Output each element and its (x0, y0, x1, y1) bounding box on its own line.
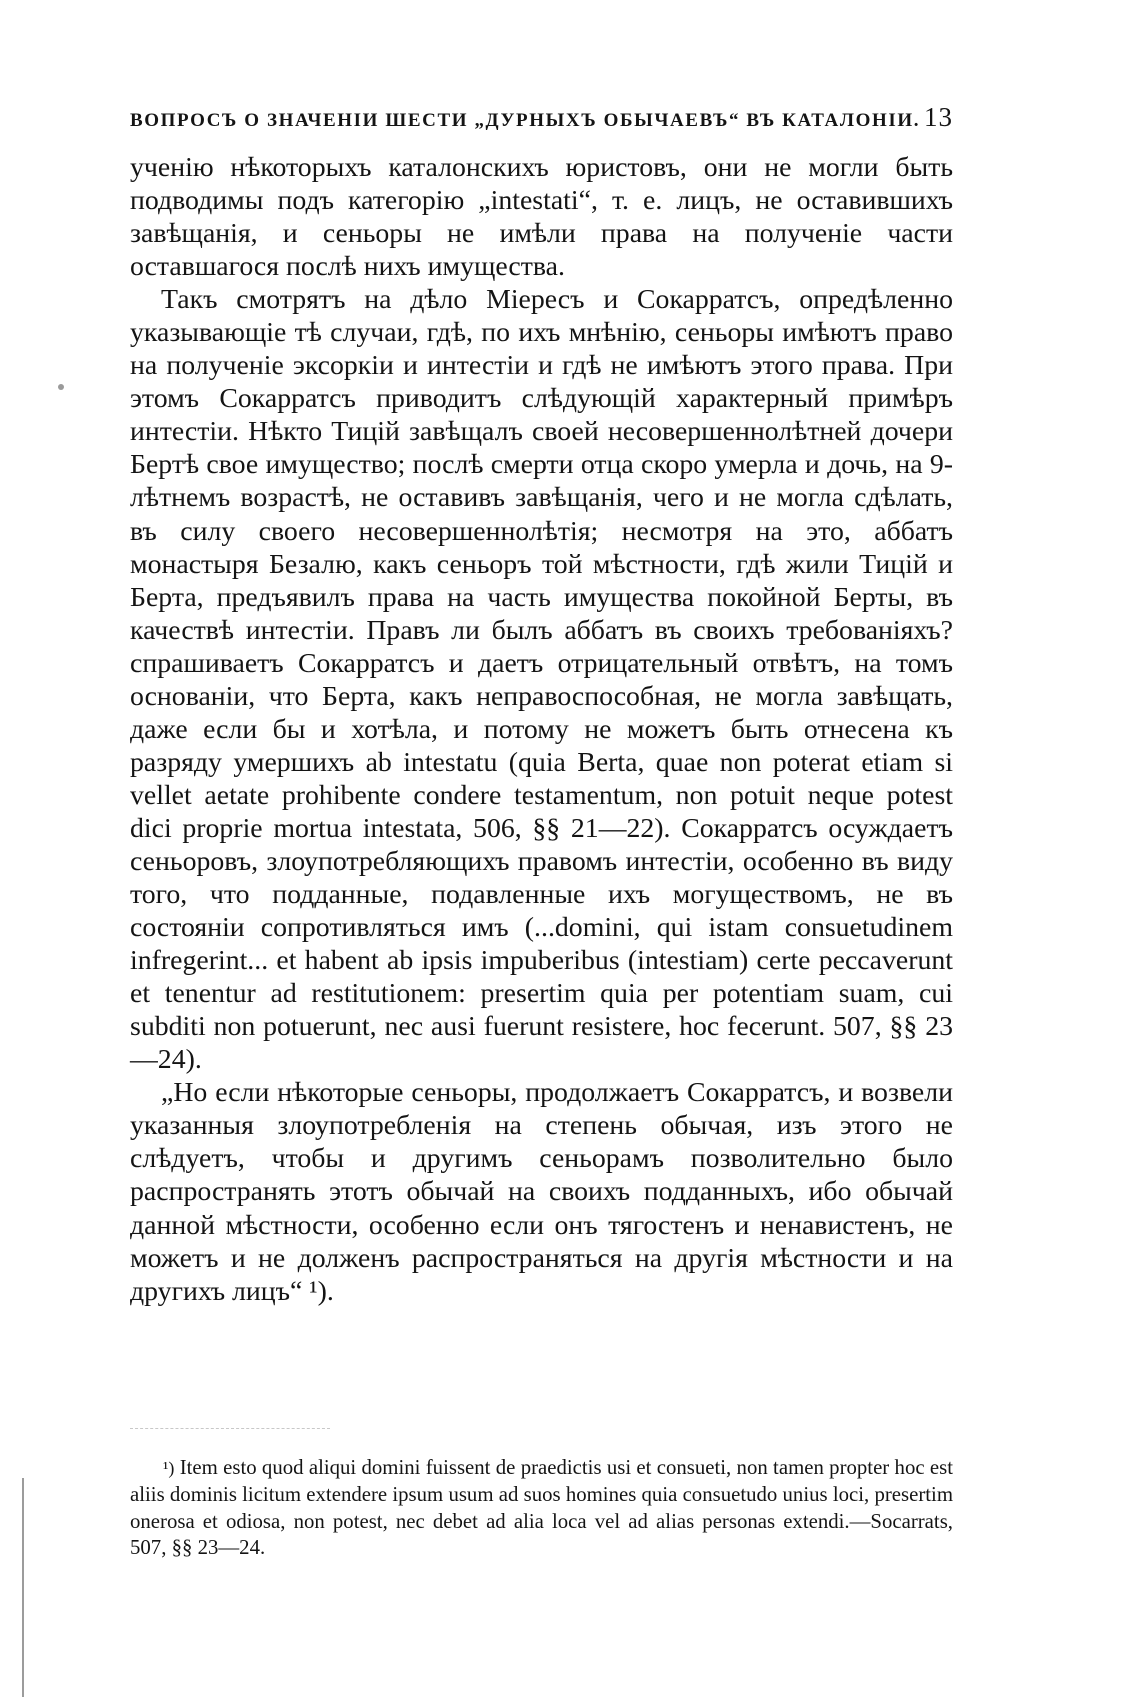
paragraph: Такъ смотрятъ на дѣло Міересъ и Сокарратсъ, опредѣленно указывающіе тѣ случаи, гдѣ, по ихъ мнѣнію, сеньоры имѣютъ право на полученіе эксоркіи и интестіи и гдѣ не имѣютъ этого права. При этомъ Сокарратсъ приводитъ слѣдующій характерный примѣръ интестіи. Нѣкто Тицій завѣщалъ своей несовершеннолѣтней дочери Бертѣ свое имущество; послѣ смерти отца скоро умерла и дочь, на 9-лѣтнемъ возрастѣ, не оставивъ завѣщанія, чего и не могла сдѣлать, въ силу своего несовершеннолѣтія; несмотря на это, аббатъ монастыря Безалю, какъ сеньоръ той мѣстности, гдѣ жили Тицій и Берта, предъявилъ права на часть имущества покойной Берты, въ качествѣ интестіи. Правъ ли былъ аббатъ въ своихъ требованіяхъ? спрашиваетъ Сокарратсъ и даетъ отрицательный отвѣтъ, на томъ основаніи, что Берта, какъ неправоспособная, не могла завѣщать, даже если бы и хотѣла, и потому не можетъ быть отнесена къ разряду умершихъ ab intestatu (quia Berta, quae non poterat etiam si vellet aetate prohibente condere testamentum, non potuit neque potest dici proprie mortua intestata, 506, §§ 21—22). Сокарратсъ осуждаетъ сеньоровъ, злоупотребляющихъ правомъ интестіи, особенно въ виду того, что подданные, подавленные ихъ могуществомъ, не въ состояніи сопротивляться имъ (...domini, qui istam consuetudinem infregerint... et habent ab ipsis impuberibus (intestiam) certe peccaverunt et tenentur ad restitutionem: presertim quia per potentiam suam, cui subditi non potuerunt, nec ausi fuerunt resistere, hoc fecerunt. 507, §§ 23—24). (130, 284, 953, 1076)
footnote-text: Item esto quod aliqui domini fuissent de praedictis usi et consueti, non tamen propter hoc est aliis dominis licitum extendere ipsum usum ad suos homines quia consuetudo unius loci, presertim onerosa et odiosa, non potest, nec debet ad alia loca vel ad alias personas extendi.—Socarrats, 507, §§ 23—24. (130, 1456, 953, 1560)
running-head: ВОПРОСЪ О ЗНАЧЕНІИ ШЕСТИ „ДУРНЫХЪ ОБЫЧАЕВЪ“ ВЪ КАТАЛОНІИ. (130, 110, 921, 131)
footnote (130, 1455, 953, 1562)
page-header (130, 102, 953, 133)
paragraph: „Но если нѣкоторые сеньоры, продолжаетъ Сокарратсъ, и возвели указанныя злоупотребленія на степень обычая, изъ этого не слѣдуетъ, чтобы и другимъ сеньорамъ позволительно было распространять этотъ обычай на своихъ подданныхъ, ибо обычай данной мѣстности, особенно если онъ тягостенъ и ненавистенъ, не можетъ и не долженъ распространяться на другія мѣстности и на другихъ лицъ“ ¹). (130, 1077, 953, 1307)
paragraph: ученію нѣкоторыхъ каталонскихъ юристовъ, они не могли быть подводимы подъ категорію „intestati“, т. е. лицъ, не оставившихъ завѣщанія, и сеньоры не имѣли права на полученіе части оставшагося послѣ нихъ имущества. (130, 152, 953, 283)
page-number: 13 (924, 102, 953, 132)
margin-dot (58, 384, 64, 390)
footnote-divider (130, 1428, 330, 1429)
footnotes (130, 1455, 953, 1562)
footnote-marker: ¹) (163, 1458, 175, 1478)
body-text (130, 151, 953, 1308)
scan-edge-line (22, 1478, 24, 1697)
